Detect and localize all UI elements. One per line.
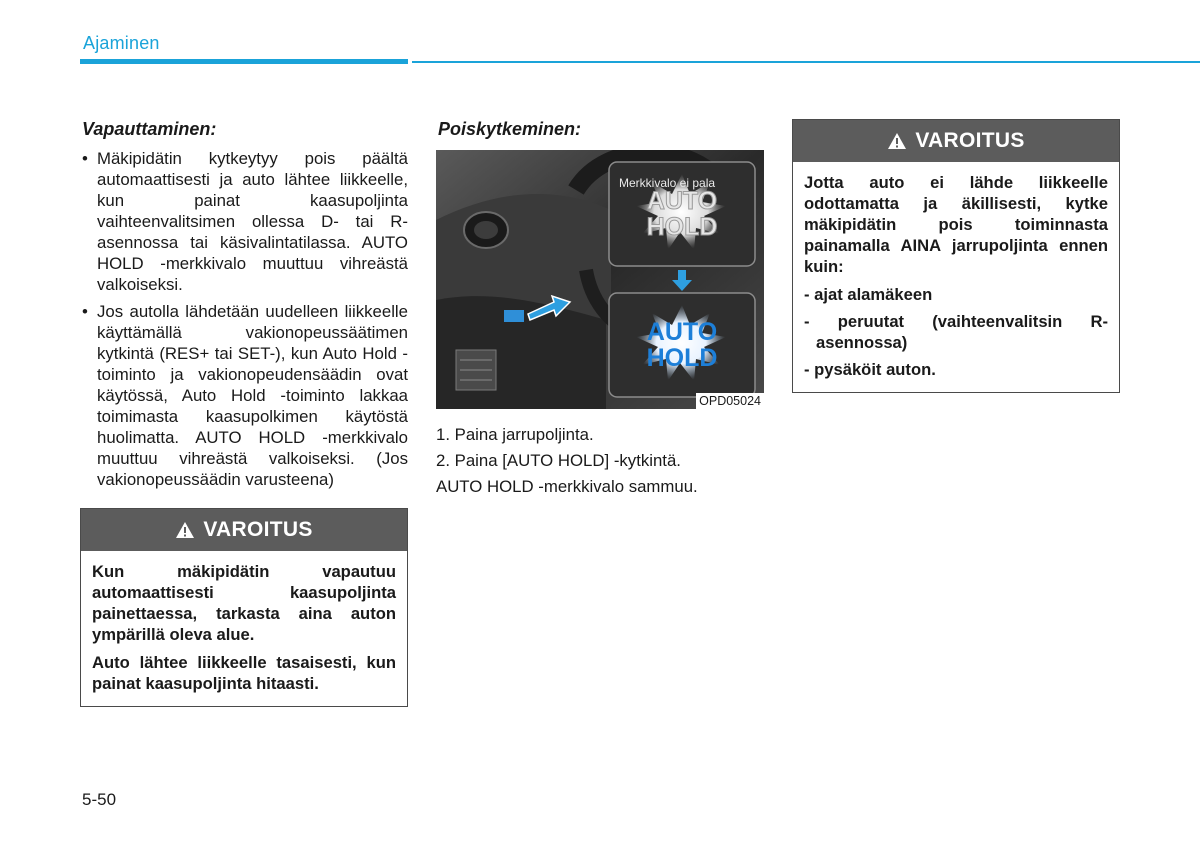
left-column bbox=[80, 119, 408, 707]
warning-box-right bbox=[792, 119, 1120, 393]
warning-title: VAROITUS bbox=[203, 518, 313, 541]
warning-body bbox=[793, 162, 1119, 392]
warning-body bbox=[81, 551, 407, 706]
step-result: AUTO HOLD -merkkivalo sammuu. bbox=[436, 477, 698, 496]
auto-hold-line1: AUTO bbox=[646, 187, 718, 215]
bullet-symbol: • bbox=[82, 149, 88, 168]
warning-paragraph: Auto lähtee liikkeelle tasaisesti, kun painat kaasupoljinta hitaasti. bbox=[92, 653, 396, 693]
auto-hold-text-lit bbox=[609, 319, 755, 371]
right-column bbox=[792, 119, 1120, 393]
warning-header bbox=[793, 120, 1119, 162]
auto-hold-line2: HOLD bbox=[646, 344, 718, 372]
warning-paragraph: Kun mäkipidätin vapautuu automaattisesti kaasupoljinta painettaessa, tarkasta aina auton ympärillä oleva alue. bbox=[92, 562, 396, 644]
indicator-off-caption: Merkkivalo ei pala bbox=[619, 176, 716, 190]
warning-header bbox=[81, 509, 407, 551]
steps-list bbox=[436, 422, 764, 500]
release-bullet-list bbox=[80, 148, 408, 490]
header-rule-thin bbox=[412, 61, 1200, 63]
warning-box-left bbox=[80, 508, 408, 707]
step-item: 2. Paina [AUTO HOLD] -kytkintä. bbox=[436, 451, 681, 470]
bullet-item bbox=[80, 148, 408, 295]
warning-list-item: - pysäköit auton. bbox=[804, 360, 936, 379]
warning-triangle-icon bbox=[887, 132, 907, 150]
auto-hold-line2: HOLD bbox=[646, 213, 718, 241]
auto-hold-line1: AUTO bbox=[646, 318, 718, 346]
warning-list-item: - peruutat (vaihteenvalitsin R-asennossa) bbox=[804, 312, 1108, 352]
step-item: 1. Paina jarrupoljinta. bbox=[436, 425, 594, 444]
header-rule-thick bbox=[80, 59, 408, 64]
auto-hold-figure bbox=[436, 150, 764, 409]
bullet-text: Jos autolla lähdetään uudelleen liikkeelle käyttämällä vakionopeussäätimen kytkintä (RES+ tai SET-), kun Auto Hold -toiminto ja vakionopeudensäädin ovat käytössä, Auto Hold -toiminto lakkaa toimimasta kaasupolkimen käytöstä huolimatta. AUTO HOLD -merkkivalo muuttuu vihreästä valkoiseksi. (Jos vakionopeussäädin varusteena) bbox=[97, 302, 408, 489]
auto-hold-text-unlit bbox=[609, 188, 755, 240]
warning-title: VAROITUS bbox=[915, 129, 1025, 152]
release-heading: Vapauttaminen: bbox=[82, 119, 217, 139]
disable-heading: Poiskytkeminen: bbox=[438, 119, 582, 139]
warning-triangle-icon bbox=[175, 521, 195, 539]
bullet-text: Mäkipidätin kytkeytyy pois päältä automaattisesti ja auto lähtee liikkeelle, kun painat kaasupoljinta vaihteenvalitsimen ollessa D- tai R-asennossa tai käsivalintatilassa. AUTO HOLD -merkkivalo muuttuu vihreästä valkoiseksi. bbox=[97, 149, 408, 294]
middle-column bbox=[436, 119, 764, 500]
section-title: Ajaminen bbox=[83, 33, 160, 53]
page-number: 5-50 bbox=[82, 790, 117, 809]
warning-list-item: - ajat alamäkeen bbox=[804, 285, 933, 304]
bullet-item bbox=[80, 301, 408, 490]
figure-code: OPD05024 bbox=[696, 393, 764, 409]
warning-intro: Jotta auto ei lähde liikkeelle odottamatta ja äkillisesti, kytke mäkipidätin pois toiminnasta painamalla AINA jarrupoljinta ennen kuin: bbox=[804, 173, 1108, 276]
bullet-symbol: • bbox=[82, 302, 88, 321]
